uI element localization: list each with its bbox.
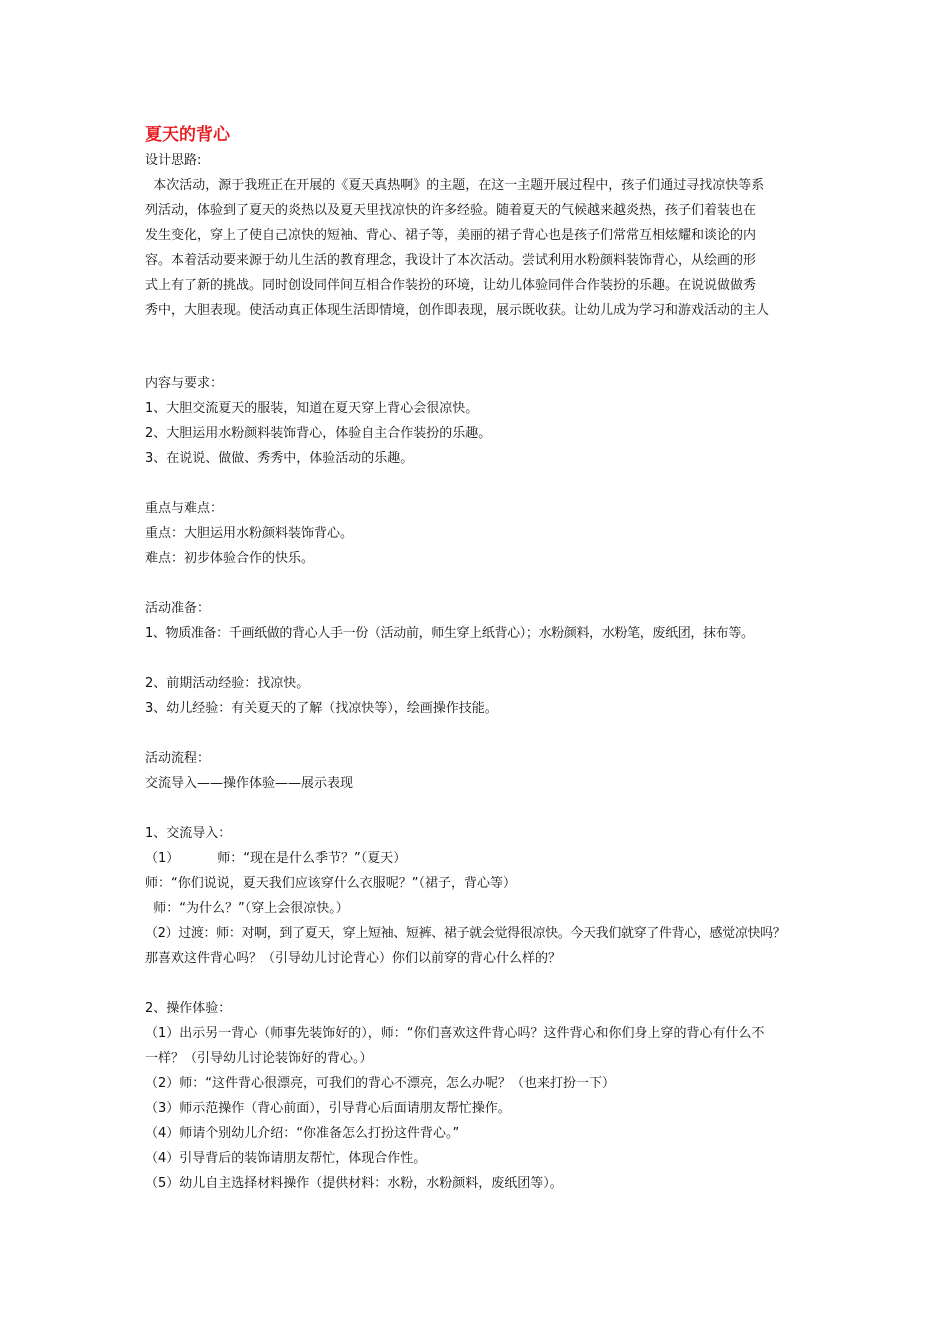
step2-line-5: （4）师请个别幼儿介绍：“你准备怎么打扮这件背心。”	[145, 1126, 460, 1141]
design-heading: 设计思路:	[145, 153, 202, 168]
step2-line-3: （2）师：“这件背心很漂亮，可我们的背心不漂亮，怎么办呢？（也来打扮一下）	[145, 1076, 616, 1091]
step1-line-1-text: 师：“现在是什么季节？”（夏天）	[217, 851, 407, 866]
step2-line-1: （1）出示另一背心（师事先装饰好的），师：“你们喜欢这件背心吗？这件背心和你们身上穿的背心有什么不	[145, 1026, 765, 1041]
document-title: 夏天的背心	[145, 125, 230, 145]
document-page	[145, 122, 825, 1196]
design-line-2: 列活动，体验到了夏天的炎热以及夏天里找凉快的许多经验。随着夏天的气候越来越炎热，孩子们着装也在	[145, 203, 757, 218]
content-section	[145, 371, 825, 471]
focus-heading: 重点与难点：	[145, 501, 224, 516]
content-item-1: 1、大胆交流夏天的服装，知道在夏天穿上背心会很凉快。	[145, 401, 479, 416]
spacer	[145, 571, 825, 596]
focus-section	[145, 496, 825, 571]
step1-line-2: 师：“你们说说，夏天我们应该穿什么衣服呢？”（裙子，背心等）	[145, 876, 516, 891]
prep-item-1: 1、物质准备：千画纸做的背心人手一份（活动前，师生穿上纸背心）；水粉颜料，水粉笔，废纸团，抹布等。	[145, 626, 754, 641]
step1-line-4: （2）过渡：师：对啊，到了夏天，穿上短袖、短裤、裙子就会觉得很凉快。今天我们就穿了件背心，感觉凉快吗？	[145, 926, 786, 941]
content-item-3: 3、在说说、做做、秀秀中，体验活动的乐趣。	[145, 451, 414, 466]
prep-item-2: 2、前期活动经验：找凉快。	[145, 676, 310, 691]
step1-line-1	[145, 846, 825, 871]
prep-heading: 活动准备：	[145, 601, 211, 616]
flow-section	[145, 746, 825, 796]
step2-section	[145, 996, 825, 1196]
design-line-4: 容。本着活动要来源于幼儿生活的教育理念，我设计了本次活动。尝试利用水粉颜料装饰背心，从绘画的形	[145, 253, 757, 268]
design-line-1: 本次活动，源于我班正在开展的《夏天真热啊》的主题，在这一主题开展过程中，孩子们通过寻找凉快等系	[145, 178, 765, 193]
prep-section	[145, 596, 825, 721]
design-line-6: 秀中，大胆表现。使活动真正体现生活即情境，创作即表现，展示既收获。让幼儿成为学习和游戏活动的主人	[145, 303, 770, 318]
prep-item-3: 3、幼儿经验：有关夏天的了解（找凉快等），绘画操作技能。	[145, 701, 498, 716]
spacer	[145, 796, 825, 821]
content-item-2: 2、大胆运用水粉颜料装饰背心，体验自主合作装扮的乐趣。	[145, 426, 492, 441]
step2-line-4: （3）师示范操作（背心前面），引导背心后面请朋友帮忙操作。	[145, 1101, 511, 1116]
spacer	[145, 471, 825, 496]
step2-heading: 2、操作体验：	[145, 1001, 232, 1016]
step2-line-6: （4）引导背后的装饰请朋友帮忙，体现合作性。	[145, 1151, 427, 1166]
design-line-3: 发生变化，穿上了使自己凉快的短袖、背心、裙子等，美丽的裙子背心也是孩子们常常互相炫耀和谈论的内	[145, 228, 757, 243]
step1-line-1-number: （1）	[145, 851, 180, 866]
content-heading: 内容与要求：	[145, 376, 224, 391]
design-line-5: 式上有了新的挑战。同时创设同伴间互相合作装扮的环境，让幼儿体验同伴合作装扮的乐趣。在说说做做秀	[145, 278, 757, 293]
step1-line-3: 师：“为什么？”（穿上会很凉快。）	[145, 901, 349, 916]
step2-line-2: 一样？（引导幼儿讨论装饰好的背心。）	[145, 1051, 373, 1066]
step1-line-5: 那喜欢这件背心吗？（引导幼儿讨论背心）你们以前穿的背心什么样的？	[145, 951, 562, 966]
step1-heading: 1、交流导入：	[145, 826, 232, 841]
spacer	[145, 971, 825, 996]
spacer	[145, 323, 825, 371]
spacer	[145, 646, 825, 671]
spacer	[145, 721, 825, 746]
focus-difficulty: 难点：初步体验合作的快乐。	[145, 551, 315, 566]
step1-section	[145, 821, 825, 971]
step2-line-7: （5）幼儿自主选择材料操作（提供材料：水粉，水粉颜料，废纸团等）。	[145, 1176, 563, 1191]
design-section	[145, 148, 825, 323]
focus-key: 重点：大胆运用水粉颜料装饰背心。	[145, 526, 354, 541]
flow-heading: 活动流程：	[145, 751, 211, 766]
flow-summary: 交流导入——操作体验——展示表现	[145, 776, 354, 791]
